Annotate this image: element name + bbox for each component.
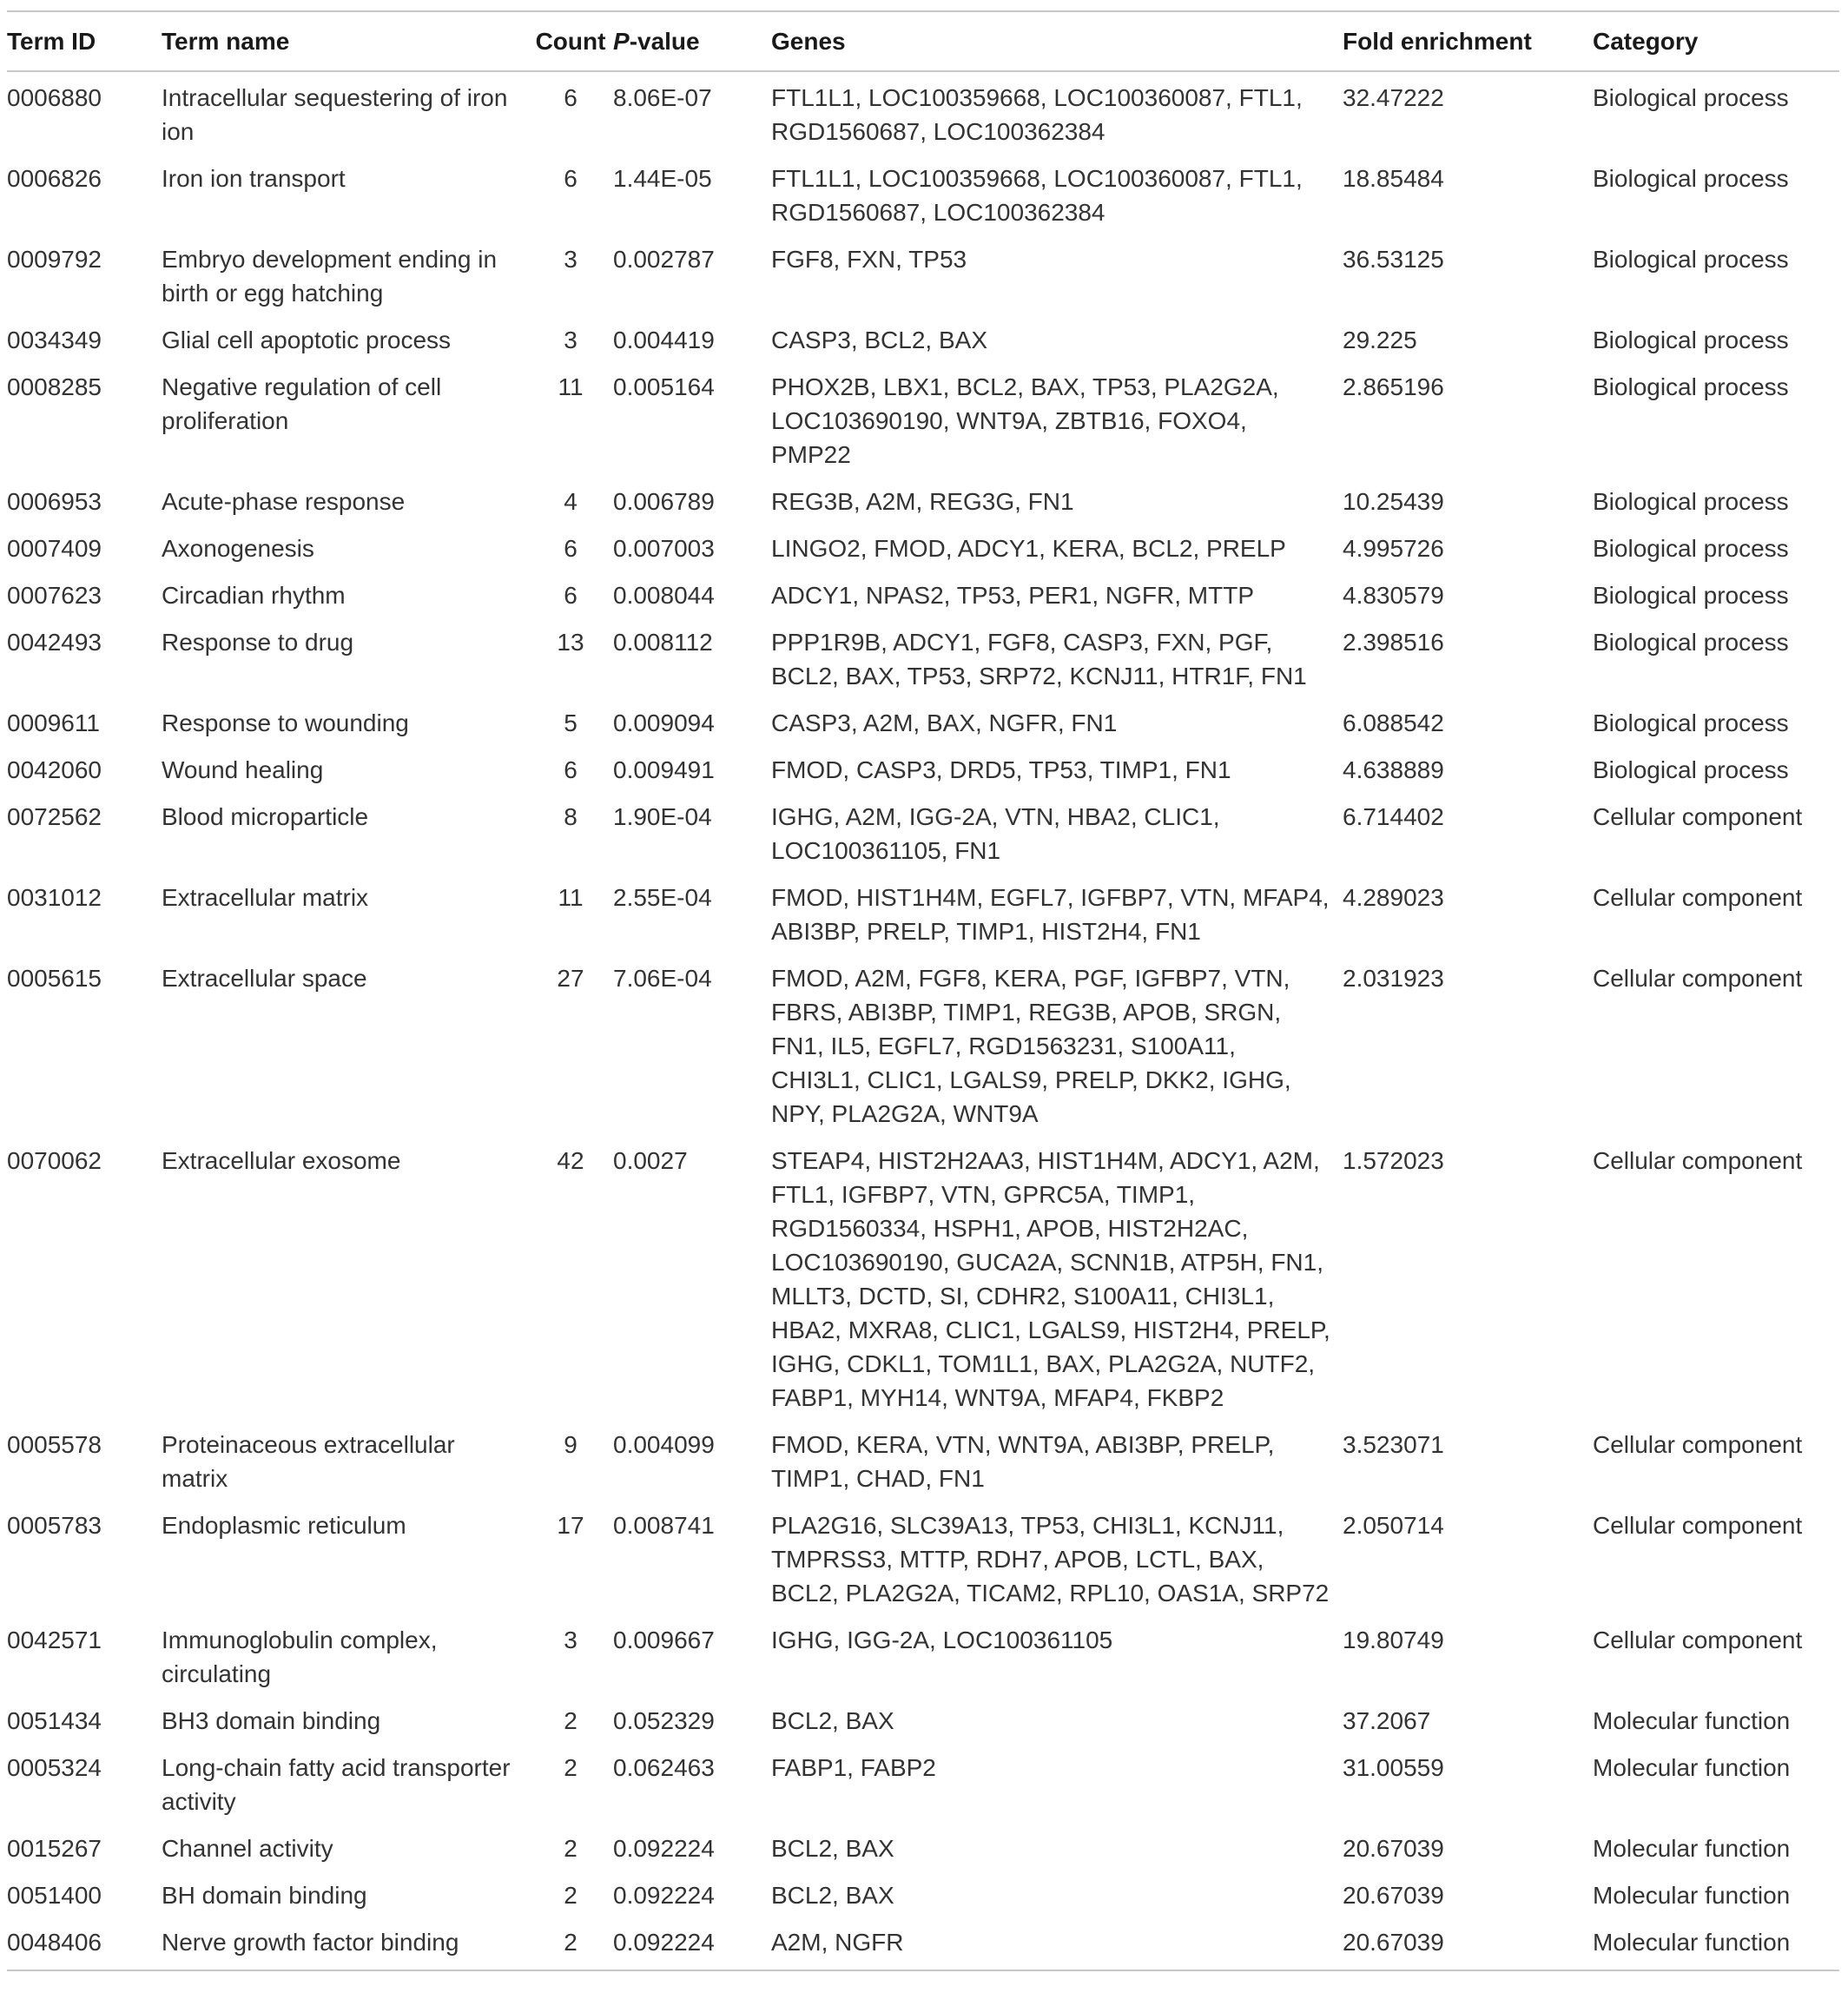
count-cell: 2: [564, 1882, 578, 1909]
p-value-cell: 1.90E-04: [613, 803, 712, 830]
term-name-cell: Intracellular sequestering of iron ion: [162, 84, 508, 145]
table-row: [7, 619, 1839, 700]
term-name-cell: Blood microparticle: [162, 803, 369, 830]
table-row: [7, 1138, 1839, 1422]
count-cell: 2: [564, 1835, 578, 1862]
p-value-cell: 0.008112: [613, 629, 713, 656]
p-value-cell: 0.007003: [613, 535, 715, 562]
term-name-cell: Extracellular space: [162, 965, 367, 992]
genes-cell: FMOD, HIST1H4M, EGFL7, IGFBP7, VTN, MFAP4, ABI3BP, PRELP, TIMP1, HIST2H4, FN1: [771, 884, 1330, 945]
fold-enrichment-cell: 29.225: [1343, 327, 1417, 353]
count-cell: 42: [557, 1147, 584, 1174]
category-cell: Cellular component: [1593, 1431, 1803, 1458]
table-row: [7, 1422, 1839, 1502]
header-term-name: Term name: [162, 28, 290, 55]
table-row: [7, 364, 1839, 478]
genes-cell: BCL2, BAX: [771, 1835, 894, 1862]
category-cell: Biological process: [1593, 165, 1789, 192]
p-value-cell: 0.092224: [613, 1835, 715, 1862]
p-value-cell: 0.008044: [613, 582, 715, 609]
term-id-cell: 0009792: [7, 246, 102, 273]
genes-cell: BCL2, BAX: [771, 1707, 894, 1734]
table-row: [7, 1745, 1839, 1825]
fold-enrichment-cell: 32.47222: [1343, 84, 1444, 111]
table-row: [7, 317, 1839, 364]
table-row: [7, 1872, 1839, 1919]
category-cell: Biological process: [1593, 327, 1789, 353]
term-id-cell: 0005578: [7, 1431, 102, 1458]
term-id-cell: 0006953: [7, 488, 102, 515]
genes-cell: PLA2G16, SLC39A13, TP53, CHI3L1, KCNJ11, TMPRSS3, MTTP, RDH7, APOB, LCTL, BAX, BCL2, PLA2G2A, TICAM2, RPL10, OAS1A, SRP72: [771, 1512, 1330, 1607]
count-cell: 6: [564, 582, 578, 609]
count-cell: 11: [558, 373, 584, 400]
term-name-cell: Negative regulation of cell proliferation: [162, 373, 442, 434]
term-name-cell: Proteinaceous extracellular matrix: [162, 1431, 455, 1492]
header-p-value-italic: P: [613, 28, 630, 55]
genes-cell: BCL2, BAX: [771, 1882, 894, 1909]
count-cell: 6: [564, 165, 578, 192]
genes-cell: FGF8, FXN, TP53: [771, 246, 967, 273]
category-cell: Biological process: [1593, 488, 1789, 515]
fold-enrichment-cell: 3.523071: [1343, 1431, 1444, 1458]
genes-cell: FTL1L1, LOC100359668, LOC100360087, FTL1, RGD1560687, LOC100362384: [771, 165, 1303, 226]
term-name-cell: Iron ion transport: [162, 165, 346, 192]
p-value-cell: 0.005164: [613, 373, 715, 400]
header-term-id: Term ID: [7, 28, 96, 55]
fold-enrichment-cell: 6.714402: [1343, 803, 1444, 830]
genes-cell: FTL1L1, LOC100359668, LOC100360087, FTL1, RGD1560687, LOC100362384: [771, 84, 1303, 145]
genes-cell: A2M, NGFR: [771, 1929, 904, 1956]
term-id-cell: 0008285: [7, 373, 102, 400]
term-name-cell: Embryo development ending in birth or egg hatching: [162, 246, 498, 307]
fold-enrichment-cell: 18.85484: [1343, 165, 1444, 192]
header-p-value-suffix: -value: [629, 28, 700, 55]
term-name-cell: Extracellular matrix: [162, 884, 369, 911]
term-id-cell: 0007623: [7, 582, 102, 609]
fold-enrichment-cell: 37.2067: [1343, 1707, 1431, 1734]
table-row: [7, 155, 1839, 236]
term-id-cell: 0031012: [7, 884, 102, 911]
p-value-cell: 0.006789: [613, 488, 715, 515]
table-row: [7, 794, 1839, 874]
count-cell: 2: [564, 1929, 578, 1956]
term-name-cell: Axonogenesis: [162, 535, 314, 562]
fold-enrichment-cell: 19.80749: [1343, 1627, 1444, 1653]
category-cell: Cellular component: [1593, 1512, 1803, 1539]
p-value-cell: 0.092224: [613, 1929, 715, 1956]
count-cell: 5: [564, 709, 578, 736]
genes-cell: IGHG, A2M, IGG-2A, VTN, HBA2, CLIC1, LOC100361105, FN1: [771, 803, 1220, 864]
term-name-cell: Immunoglobulin complex, circulating: [162, 1627, 438, 1687]
p-value-cell: 8.06E-07: [613, 84, 712, 111]
p-value-cell: 2.55E-04: [613, 884, 712, 911]
table-row: [7, 1919, 1839, 1970]
table-row: [7, 71, 1839, 155]
category-cell: Molecular function: [1593, 1835, 1791, 1862]
header-fold-enrichment: Fold enrichment: [1343, 28, 1532, 55]
term-id-cell: 0009611: [7, 709, 100, 736]
genes-cell: PPP1R9B, ADCY1, FGF8, CASP3, FXN, PGF, BCL2, BAX, TP53, SRP72, KCNJ11, HTR1F, FN1: [771, 629, 1307, 690]
category-cell: Molecular function: [1593, 1754, 1791, 1781]
term-id-cell: 0015267: [7, 1835, 102, 1862]
term-name-cell: Circadian rhythm: [162, 582, 346, 609]
count-cell: 6: [564, 535, 578, 562]
p-value-cell: 0.009667: [613, 1627, 715, 1653]
term-id-cell: 0051434: [7, 1707, 102, 1734]
genes-cell: FMOD, A2M, FGF8, KERA, PGF, IGFBP7, VTN, FBRS, ABI3BP, TIMP1, REG3B, APOB, SRGN, FN1, IL5, EGFL7, RGD1563231, S100A11, CHI3L1, CLIC1, LGALS9, PRELP, DKK2, IGHG, NPY, PLA2G2A, WNT9A: [771, 965, 1291, 1127]
genes-cell: ADCY1, NPAS2, TP53, PER1, NGFR, MTTP: [771, 582, 1254, 609]
category-cell: Biological process: [1593, 373, 1789, 400]
category-cell: Cellular component: [1593, 1147, 1803, 1174]
fold-enrichment-cell: 20.67039: [1343, 1882, 1444, 1909]
fold-enrichment-cell: 10.25439: [1343, 488, 1444, 515]
count-cell: 13: [557, 629, 584, 656]
table-row: [7, 572, 1839, 619]
category-cell: Molecular function: [1593, 1707, 1791, 1734]
genes-cell: CASP3, A2M, BAX, NGFR, FN1: [771, 709, 1118, 736]
category-cell: Cellular component: [1593, 1627, 1803, 1653]
p-value-cell: 0.002787: [613, 246, 715, 273]
genes-cell: FMOD, CASP3, DRD5, TP53, TIMP1, FN1: [771, 756, 1231, 783]
table-row: [7, 1502, 1839, 1617]
category-cell: Biological process: [1593, 84, 1789, 111]
count-cell: 3: [564, 1627, 578, 1653]
count-cell: 3: [564, 327, 578, 353]
genes-cell: PHOX2B, LBX1, BCL2, BAX, TP53, PLA2G2A, LOC103690190, WNT9A, ZBTB16, FOXO4, PMP22: [771, 373, 1279, 468]
term-id-cell: 0042493: [7, 629, 102, 656]
term-id-cell: 0005783: [7, 1512, 102, 1539]
fold-enrichment-cell: 4.995726: [1343, 535, 1444, 562]
count-cell: 2: [564, 1707, 578, 1734]
header-category: Category: [1593, 28, 1699, 55]
category-cell: Biological process: [1593, 535, 1789, 562]
table-row: [7, 525, 1839, 572]
fold-enrichment-cell: 2.865196: [1343, 373, 1444, 400]
p-value-cell: 0.009491: [613, 756, 715, 783]
term-id-cell: 0034349: [7, 327, 102, 353]
fold-enrichment-cell: 31.00559: [1343, 1754, 1444, 1781]
term-id-cell: 0051400: [7, 1882, 102, 1909]
count-cell: 6: [564, 756, 578, 783]
table-body: [7, 71, 1839, 1970]
category-cell: Biological process: [1593, 629, 1789, 656]
table-row: [7, 700, 1839, 747]
count-cell: 11: [558, 884, 584, 911]
count-cell: 2: [564, 1754, 578, 1781]
table-row: [7, 874, 1839, 955]
category-cell: Cellular component: [1593, 884, 1803, 911]
p-value-cell: 0.0027: [613, 1147, 688, 1174]
p-value-cell: 0.008741: [613, 1512, 715, 1539]
count-cell: 4: [564, 488, 578, 515]
count-cell: 27: [557, 965, 584, 992]
genes-cell: CASP3, BCL2, BAX: [771, 327, 988, 353]
category-cell: Biological process: [1593, 709, 1789, 736]
category-cell: Cellular component: [1593, 803, 1803, 830]
term-id-cell: 0006880: [7, 84, 102, 111]
header-genes: Genes: [771, 28, 846, 55]
table-row: [7, 1698, 1839, 1745]
category-cell: Biological process: [1593, 246, 1789, 273]
fold-enrichment-cell: 2.398516: [1343, 629, 1444, 656]
p-value-cell: 0.009094: [613, 709, 715, 736]
p-value-cell: 0.052329: [613, 1707, 715, 1734]
genes-cell: REG3B, A2M, REG3G, FN1: [771, 488, 1074, 515]
count-cell: 8: [564, 803, 578, 830]
table-row: [7, 747, 1839, 794]
term-name-cell: Channel activity: [162, 1835, 333, 1862]
fold-enrichment-cell: 6.088542: [1343, 709, 1444, 736]
genes-cell: FABP1, FABP2: [771, 1754, 936, 1781]
p-value-cell: 0.062463: [613, 1754, 715, 1781]
term-name-cell: BH domain binding: [162, 1882, 367, 1909]
term-name-cell: Wound healing: [162, 756, 324, 783]
term-name-cell: Response to drug: [162, 629, 354, 656]
category-cell: Molecular function: [1593, 1929, 1791, 1956]
fold-enrichment-cell: 1.572023: [1343, 1147, 1444, 1174]
fold-enrichment-cell: 4.830579: [1343, 582, 1444, 609]
fold-enrichment-cell: 2.031923: [1343, 965, 1444, 992]
p-value-cell: 0.004419: [613, 327, 715, 353]
go-enrichment-table: [7, 10, 1839, 1971]
category-cell: Molecular function: [1593, 1882, 1791, 1909]
term-name-cell: Nerve growth factor binding: [162, 1929, 459, 1956]
genes-cell: FMOD, KERA, VTN, WNT9A, ABI3BP, PRELP, TIMP1, CHAD, FN1: [771, 1431, 1275, 1492]
term-id-cell: 0048406: [7, 1929, 102, 1956]
fold-enrichment-cell: 2.050714: [1343, 1512, 1444, 1539]
p-value-cell: 7.06E-04: [613, 965, 712, 992]
category-cell: Biological process: [1593, 756, 1789, 783]
fold-enrichment-cell: 20.67039: [1343, 1835, 1444, 1862]
term-name-cell: Acute-phase response: [162, 488, 406, 515]
header-row: [7, 11, 1839, 71]
genes-cell: STEAP4, HIST2H2AA3, HIST1H4M, ADCY1, A2M, FTL1, IGFBP7, VTN, GPRC5A, TIMP1, RGD1560334, HSPH1, APOB, HIST2H2AC, LOC103690190, GUCA2A, SCNN1B, ATP5H, FN1, MLLT3, DCTD, SI, CDHR2, S100A11, CHI3L1, HBA2, MXRA8, CLIC1, LGALS9, HIST2H4, PRELP, IGHG, CDKL1, TOM1L1, BAX, PLA2G2A, NUTF2, FABP1, MYH14, WNT9A, MFAP4, FKBP2: [771, 1147, 1330, 1411]
table-row: [7, 1617, 1839, 1698]
term-id-cell: 0042060: [7, 756, 102, 783]
term-id-cell: 0070062: [7, 1147, 102, 1174]
term-id-cell: 0072562: [7, 803, 102, 830]
term-id-cell: 0005324: [7, 1754, 102, 1781]
genes-cell: IGHG, IGG-2A, LOC100361105: [771, 1627, 1113, 1653]
header-p-value: [613, 11, 771, 71]
term-name-cell: Glial cell apoptotic process: [162, 327, 452, 353]
p-value-cell: 1.44E-05: [613, 165, 712, 192]
category-cell: Cellular component: [1593, 965, 1803, 992]
fold-enrichment-cell: 4.289023: [1343, 884, 1444, 911]
p-value-cell: 0.092224: [613, 1882, 715, 1909]
term-id-cell: 0006826: [7, 165, 102, 192]
term-name-cell: Long-chain fatty acid transporter activity: [162, 1754, 511, 1815]
term-name-cell: BH3 domain binding: [162, 1707, 381, 1734]
table-row: [7, 1825, 1839, 1872]
term-id-cell: 0007409: [7, 535, 102, 562]
term-id-cell: 0005615: [7, 965, 102, 992]
table-row: [7, 478, 1839, 525]
category-cell: Biological process: [1593, 582, 1789, 609]
count-cell: 9: [564, 1431, 578, 1458]
table-row: [7, 955, 1839, 1138]
table-header: [7, 11, 1839, 71]
count-cell: 17: [557, 1512, 584, 1539]
term-id-cell: 0042571: [7, 1627, 102, 1653]
p-value-cell: 0.004099: [613, 1431, 715, 1458]
header-count: Count: [535, 28, 606, 55]
count-cell: 3: [564, 246, 578, 273]
fold-enrichment-cell: 36.53125: [1343, 246, 1444, 273]
count-cell: 6: [564, 84, 578, 111]
fold-enrichment-cell: 4.638889: [1343, 756, 1444, 783]
term-name-cell: Endoplasmic reticulum: [162, 1512, 406, 1539]
genes-cell: LINGO2, FMOD, ADCY1, KERA, BCL2, PRELP: [771, 535, 1286, 562]
term-name-cell: Response to wounding: [162, 709, 409, 736]
fold-enrichment-cell: 20.67039: [1343, 1929, 1444, 1956]
table-row: [7, 236, 1839, 317]
term-name-cell: Extracellular exosome: [162, 1147, 401, 1174]
